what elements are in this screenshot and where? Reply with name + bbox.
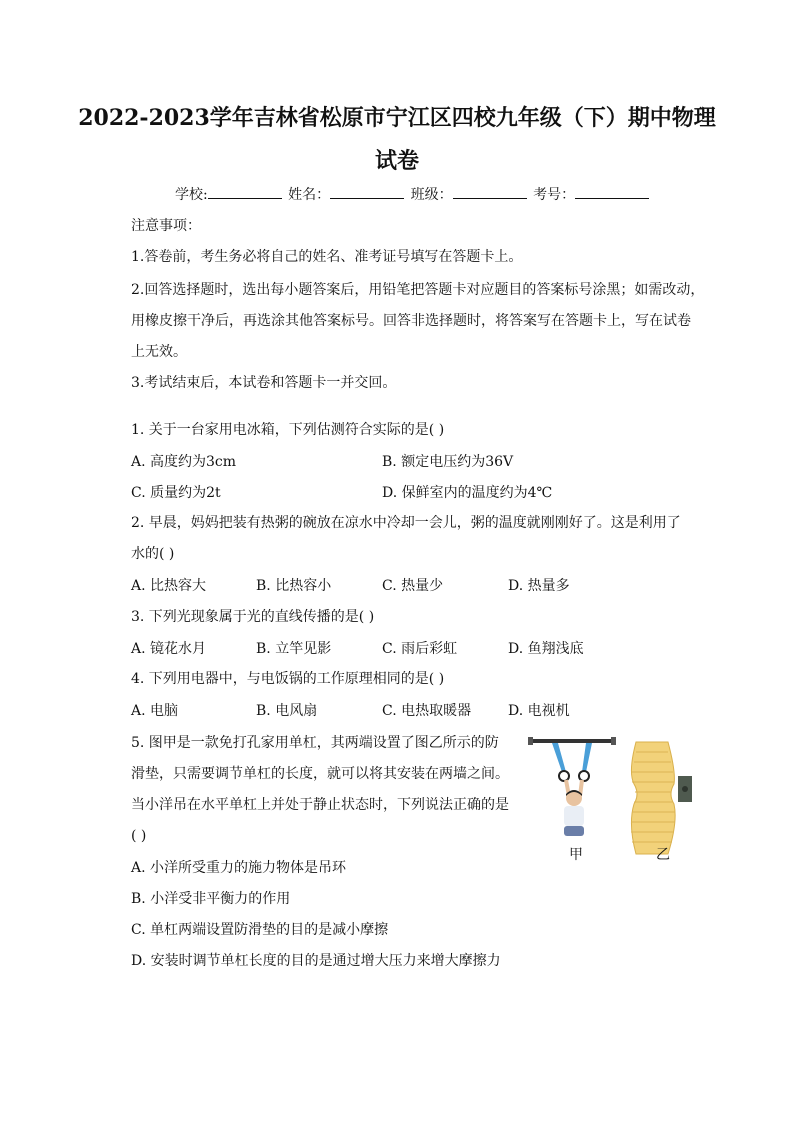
bar-end-right <box>611 737 616 745</box>
ring-right <box>579 771 589 781</box>
q5-option-d[interactable]: D. 安装时调节单杠长度的目的是通过增大压力来增大摩擦力 <box>131 953 501 969</box>
notice-item: 上无效。 <box>131 344 187 360</box>
notice-item: 3.考试结束后，本试卷和答题卡一并交回。 <box>131 375 397 391</box>
school-label: 学校: <box>175 187 208 203</box>
q4-option-c[interactable]: C. 电热取暖器 <box>382 703 472 719</box>
school-field[interactable] <box>208 184 282 199</box>
q4-option-a[interactable]: A. 电脑 <box>131 703 179 719</box>
question-5-stem-cont: 当小洋吊在水平单杠上并处于静止状态时，下列说法正确的是 <box>131 797 509 813</box>
question-4-stem: 4. 下列用电器中，与电饭锅的工作原理相同的是( ) <box>131 671 445 687</box>
question-5-stem-cont: ( ) <box>131 828 147 844</box>
figure-label-jia: 甲 <box>569 847 583 863</box>
question-2-stem-cont: 水的( ) <box>131 546 175 562</box>
q5-option-a[interactable]: A. 小洋所受重力的施力物体是吊环 <box>131 860 347 876</box>
exam-no-field[interactable] <box>575 184 649 199</box>
ring-left <box>559 771 569 781</box>
notice-item: 1.答卷前，考生务必将自己的姓名、准考证号填写在答题卡上。 <box>131 249 523 265</box>
strap-left <box>552 743 566 772</box>
question-5-stem-cont: 滑垫，只需要调节单杠的长度，就可以将其安装在两墙之间。 <box>131 766 509 782</box>
q4-option-d[interactable]: D. 电视机 <box>508 703 570 719</box>
figure-label-yi: 乙 <box>656 847 670 863</box>
name-field[interactable] <box>330 184 404 199</box>
exam-no-label: 考号： <box>533 187 576 203</box>
q3-option-d[interactable]: D. 鱼翔浅底 <box>508 641 584 657</box>
q1-option-b[interactable]: B. 额定电压约为36V <box>382 454 514 470</box>
class-field[interactable] <box>453 184 527 199</box>
q4-option-b[interactable]: B. 电风扇 <box>256 703 318 719</box>
q2-option-d[interactable]: D. 热量多 <box>508 578 570 594</box>
question-5-figure <box>528 732 698 867</box>
anti-slip-pad <box>631 742 675 854</box>
notice-heading: 注意事项： <box>131 218 201 234</box>
bar-illustration <box>530 739 614 743</box>
child-body <box>564 806 584 826</box>
q2-option-a[interactable]: A. 比热容大 <box>131 578 207 594</box>
question-2-stem: 2. 早晨，妈妈把装有热粥的碗放在凉水中冷却一会儿，粥的温度就刚刚好了。这是利用了 <box>131 515 681 531</box>
child-legs <box>564 826 584 836</box>
page-title-line2: 试卷 <box>374 148 419 174</box>
q2-option-b[interactable]: B. 比热容小 <box>256 578 332 594</box>
student-info-row <box>175 184 651 206</box>
pullup-bar-illustration <box>528 732 698 867</box>
q3-option-c[interactable]: C. 雨后彩虹 <box>382 641 458 657</box>
q1-option-c[interactable]: C. 质量约为2t <box>131 485 221 501</box>
q1-option-d[interactable]: D. 保鲜室内的温度约为4℃ <box>382 485 553 501</box>
page-title: 2022-2023学年吉林省松原市宁江区四校九年级（下）期中物理 <box>78 105 716 131</box>
question-3-stem: 3. 下列光现象属于光的直线传播的是( ) <box>131 609 375 625</box>
q5-option-c[interactable]: C. 单杠两端设置防滑垫的目的是减小摩擦 <box>131 922 389 938</box>
strap-right <box>582 743 592 772</box>
name-label: 姓名： <box>288 187 331 203</box>
q1-option-a[interactable]: A. 高度约为3cm <box>131 454 237 470</box>
bar-end-left <box>528 737 533 745</box>
question-5-stem: 5. 图甲是一款免打孔家用单杠，其两端设置了图乙所示的防 <box>131 735 499 751</box>
class-label: 班级： <box>410 187 453 203</box>
notice-item: 用橡皮擦干净后，再选涂其他答案标号。回答非选择题时，将答案写在答题卡上，写在试卷 <box>131 313 691 329</box>
q2-option-c[interactable]: C. 热量少 <box>382 578 444 594</box>
notice-item: 2.回答选择题时，选出每小题答案后，用铅笔把答题卡对应题目的答案标号涂黑；如需改动， <box>131 282 705 298</box>
mount-bolt <box>682 786 688 792</box>
q5-option-b[interactable]: B. 小洋受非平衡力的作用 <box>131 891 291 907</box>
q3-option-a[interactable]: A. 镜花水月 <box>131 641 207 657</box>
q3-option-b[interactable]: B. 立竿见影 <box>256 641 332 657</box>
question-1-stem: 1. 关于一台家用电冰箱，下列估测符合实际的是( ) <box>131 422 445 438</box>
